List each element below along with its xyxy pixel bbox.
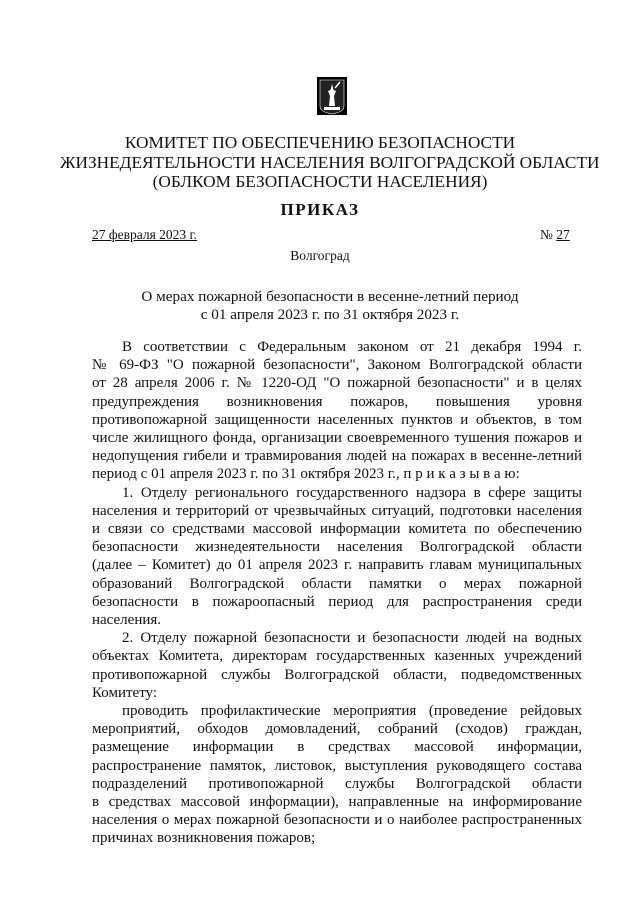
paragraph-line: безопасности жизнедеятельности населения Волгоградской области <box>92 539 582 556</box>
organization-name <box>60 133 600 192</box>
paragraph-line: причинах возникновения пожаров; <box>92 830 316 847</box>
paragraph-line: образований Волгоградской области памятки о мерах пожарной <box>92 575 582 592</box>
paragraph-line: и связи со средствами массовой информации комитета по обеспечению <box>92 521 582 538</box>
paragraph-line: проводить профилактические мероприятия (проведение рейдовых <box>122 703 582 720</box>
number-value: 27 <box>556 227 570 242</box>
paragraph-line: Комитету: <box>92 684 158 701</box>
order-number <box>540 227 570 243</box>
org-line: ЖИЗНЕДЕЯТЕЛЬНОСТИ НАСЕЛЕНИЯ ВОЛГОГРАДСКОЙ ОБЛАСТИ <box>60 152 600 172</box>
paragraph-line: населения и территорий от чрезвычайных ситуаций, подготовки населения <box>92 502 582 519</box>
paragraph-line: предупреждения возникновения пожаров, повышения уровня <box>92 393 582 410</box>
paragraph-line: населения о мерах пожарной безопасности и о наиболее распространенных <box>92 812 582 829</box>
paragraph-line: период с 01 апреля 2023 г. по 31 октября 2023 г., п р и к а з ы в а ю: <box>92 466 520 483</box>
paragraph-line: противопожарной защищенности населенных пунктов и объектов, в том <box>92 411 582 428</box>
paragraph-line: безопасности в пожароопасный период для распространения среди <box>92 593 582 610</box>
paragraph-line: мероприятий, обходов домовладений, собраний (сходов) граждан, <box>92 721 582 738</box>
org-line: КОМИТЕТ ПО ОБЕСПЕЧЕНИЮ БЕЗОПАСНОСТИ <box>124 133 516 152</box>
number-sign: № <box>540 227 553 242</box>
paragraph-line: В соответствии с Федеральным законом от 21 декабря 1994 г. <box>122 339 582 355</box>
paragraph-line: от 28 апреля 2006 г. № 1220-ОД "О пожарной безопасности" и в целях <box>92 375 582 392</box>
document-body <box>92 338 582 848</box>
paragraph-line: населения. <box>92 612 162 629</box>
paragraph-line: в средствах массовой информации), направленные на информирование <box>92 794 582 811</box>
paragraph-line: недопущения гибели и травмирования людей на пожарах в весенне-летний <box>92 448 582 465</box>
paragraph-line: 2. Отделу пожарной безопасности и безопасности людей на водных <box>122 630 582 647</box>
paragraph-line: противопожарной службы Волгоградской области, подведомственных <box>92 666 582 683</box>
order-subject <box>80 288 580 324</box>
paragraph-line: подразделений противопожарной службы Волгоградской области <box>92 775 582 792</box>
paragraph-line: объектах Комитета, директорам государственных казенных учреждений <box>92 648 582 665</box>
paragraph-line: распространение памяток, листовок, выступления руководящего состава <box>92 757 582 774</box>
city: Волгоград <box>290 248 350 263</box>
document-type: ПРИКАЗ <box>280 200 360 219</box>
paragraph-line: (далее – Комитет) до 01 апреля 2023 г. направить главам муниципальных <box>92 557 582 574</box>
coat-of-arms-icon <box>316 76 348 116</box>
org-line: (ОБЛКОМ БЕЗОПАСНОСТИ НАСЕЛЕНИЯ) <box>152 172 488 191</box>
order-date: 27 февраля 2023 г. <box>92 227 197 242</box>
paragraph-line: числе жилищного фонда, организации своевременного тушения пожаров и <box>92 430 582 447</box>
subject-line: О мерах пожарной безопасности в весенне-летний период <box>141 288 519 305</box>
paragraph-line: размещение информации в средствах массовой информации, <box>92 739 582 756</box>
paragraph-line: № 69-ФЗ "О пожарной безопасности", Законом Волгоградской области <box>92 357 582 374</box>
paragraph-line: 1. Отделу регионального государственного надзора в сфере защиты <box>122 484 582 501</box>
subject-line: с 01 апреля 2023 г. по 31 октября 2023 г. <box>200 306 460 323</box>
